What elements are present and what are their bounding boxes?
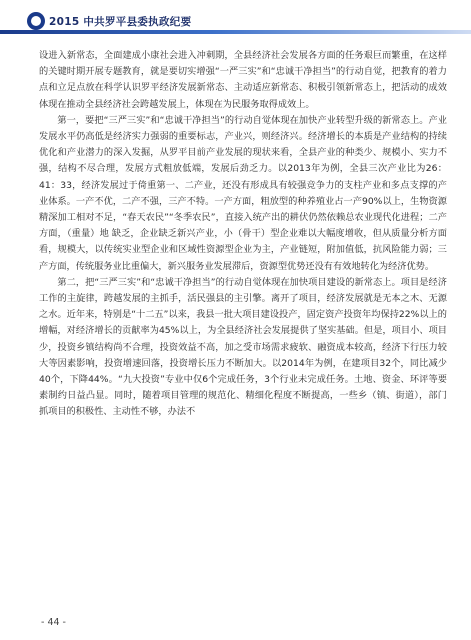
document-body xyxy=(39,48,447,421)
paragraph-second-point: 第二，把“三严三实”和“忠诚干净担当”的行动自觉体现在加快项目建设的新常态上。项目是经济工作的主旋律，跨越发展的主抓手，活民强县的主引擎。离开了项目，经济发展就是无本之木、无源之水。近年来，特别是“十二五”以来，我县一批大项目建设投产，固定资产投资年均保持22%以上的增幅，对经济增长的贡献率为45%以上，为全县经济社会发展提供了坚实基础。但是，项目小、项目少，投资乡镇结构尚不合理，投资效益不高，加之受市场需求疲软、融资成本较高，经济下行压力较大等因素影响，投资增速回落，投资增长压力不断加大。以2014年为例，在建项目32个，同比减少40个，下降44%。“九大投资”专业中仅6个完成任务，3个行业未完成任务。土地、资金、环评等要素制约日益凸显。同时，随着项目管理的规范化、精细化程度不断提高，一些乡（镇、街道），部门抓项目的积极性、主动性不够，办法不 xyxy=(39,276,447,418)
page-number: - 44 - xyxy=(41,617,66,628)
header-title: 2015 中共罗平县委执政纪要 xyxy=(49,16,192,28)
header-emblem-icon xyxy=(27,12,45,30)
header-rule xyxy=(0,30,471,34)
paragraph-continuation: 设进入新常态，全面建成小康社会进入冲刺期，全县经济社会发展各方面的任务艰巨而繁重，在这样的关键时期开展专题教育，就是要切实增强“一严三实”和“忠诚干净担当”的行动自觉，把教育的着力点和立足点放在科学认识罗平经济发展新常态、主动适应新常态、积极引领新常态上，把活动的成效体现在推动全县经济社会跨越发展上，体现在为民服务取得成效上。 xyxy=(39,50,447,110)
running-header xyxy=(0,0,471,40)
paragraph-first-point: 第一，要把“三严三实”和“忠诚干净担当”的行动自觉体现在加快产业转型升级的新常态上。产业发展水平仍高低是经济实力强弱的重要标志，产业兴，则经济兴。经济增长的本质是产业结构的持续优化和产业潜力的深入发掘，从罗平目前产业发展的现状来看，全县产业的种类少、规模小、实力不强，结构不尽合理，发展方式粗放低端，发展后劲乏力。以2013年为例，全县三次产业比为26：41：33，经济发展过于倚重第一、二产业，还没有形成具有较强竞争力的支柱产业和多点支撑的产业体系。一产不优，二产不强，三产不特。一产方面，粗放型的种养殖业占一产90%以上，生物资源精深加工相对不足，“春天农民”“冬季农民”，直接入统产出的耕伏仍然依赖总农业现代化进程；二产方面，（重量）地 缺乏，企业缺乏新兴产业，小（骨干）型企业难以大幅度增收，但从质量分析方面看，规模大，以传统实业型企业和区域性资源型企业为主，产业链短，附加值低，抗风险能力弱；三产方面，传统服务业比重偏大，新兴服务业发展滞后，资源型优势还没有有效地转化为经济优势。 xyxy=(39,114,447,272)
